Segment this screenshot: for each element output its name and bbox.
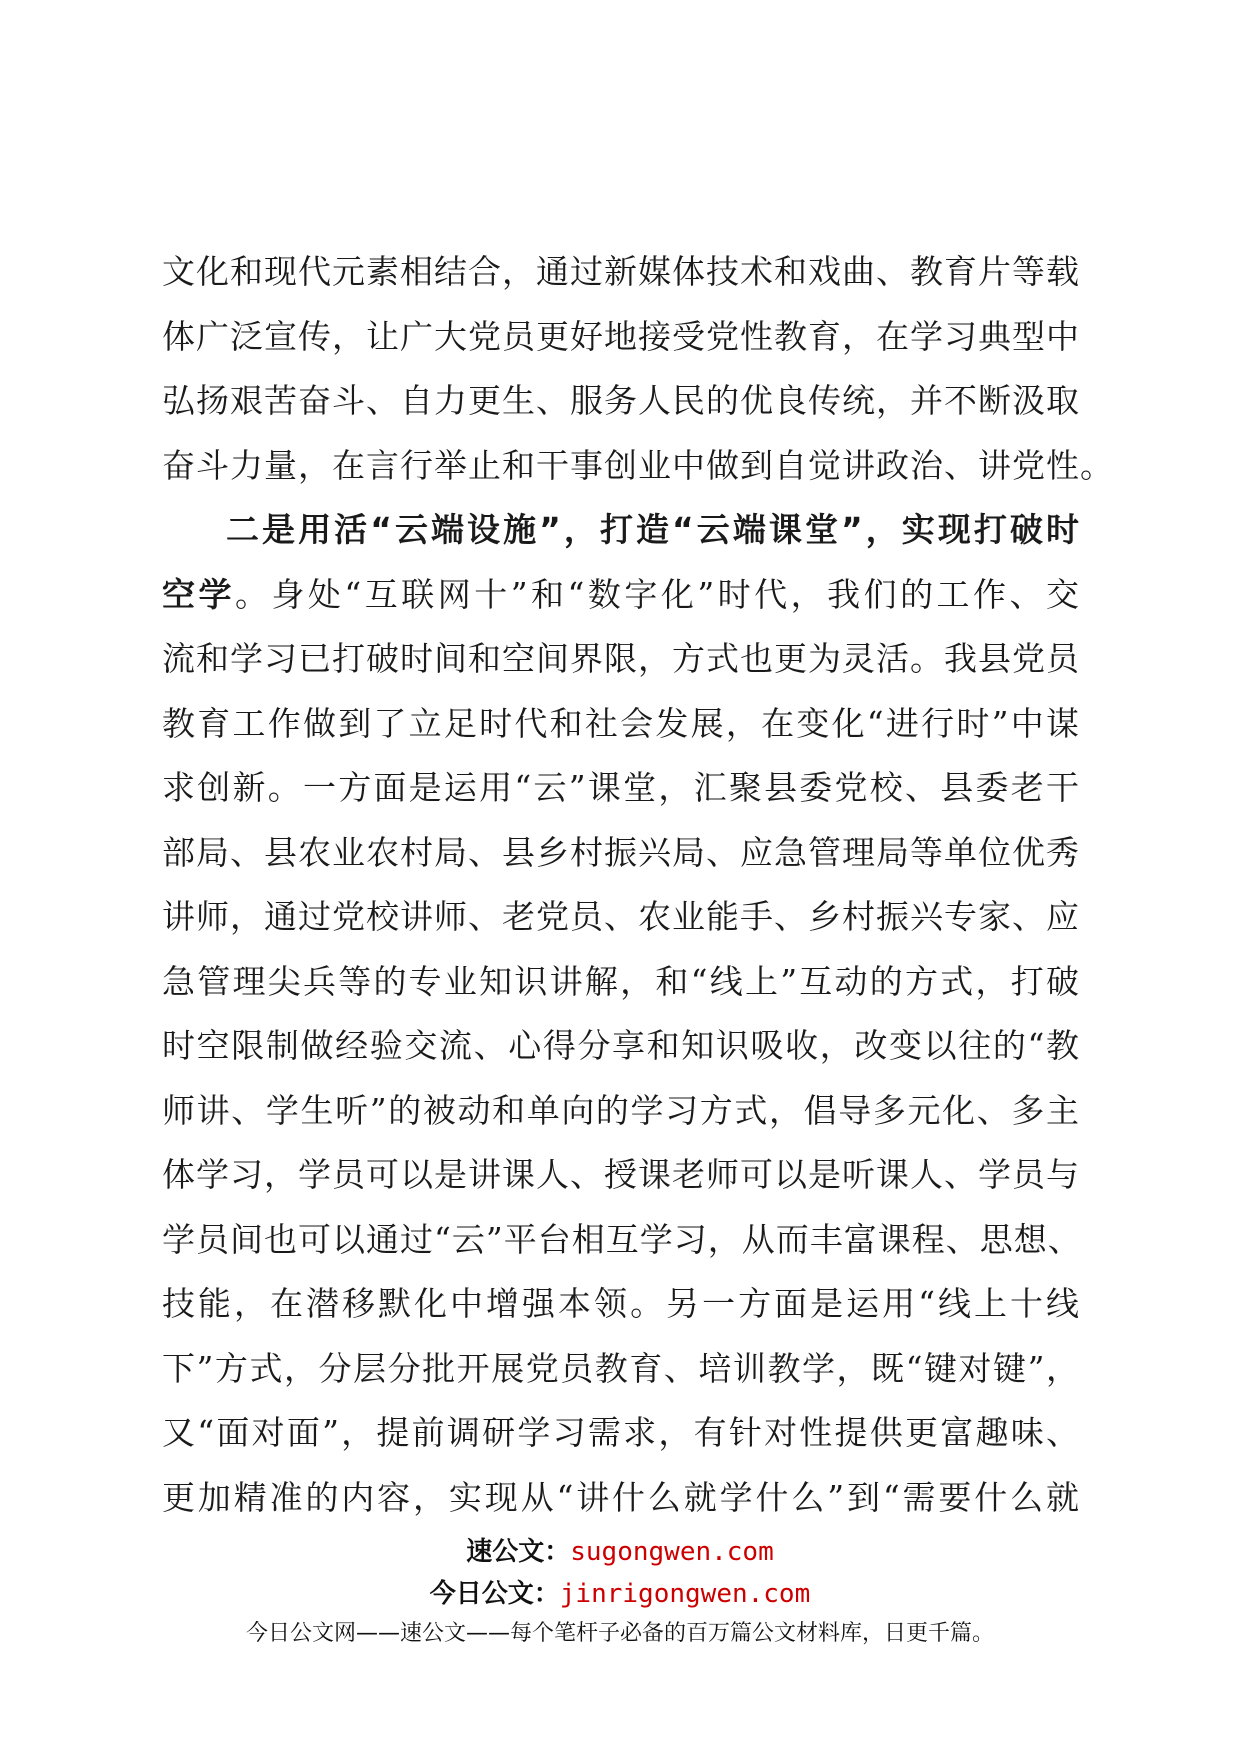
body-line: 学员间也可以通过“云”平台相互学习，从而丰富课程、思想、 xyxy=(162,1219,1082,1259)
footer-label: 速公文： xyxy=(466,1537,571,1567)
body-line: 求创新。一方面是运用“云”课堂，汇聚县委党校、县委老干 xyxy=(162,768,1080,807)
body-line: 弘扬艰苦奋斗、自力更生、服务人民的优良传统，并不断汲取 xyxy=(162,381,1080,420)
body-line: 部局、县农业农村局、县乡村振兴局、应急管理局等单位优秀 xyxy=(162,832,1080,872)
body-line: 流和学习已打破时间和空间界限，方式也更为灵活。我县党员 xyxy=(162,639,1080,678)
body-line: 讲师，通过党校讲师、老党员、农业能手、乡村振兴专家、应 xyxy=(162,897,1080,936)
body-line: 师讲、学生听”的被动和单向的学习方式，倡导多元化、多主 xyxy=(162,1090,1080,1130)
body-line: 技能，在潜移默化中增强本领。另一方面是运用“线上十线 xyxy=(162,1284,1080,1323)
footer-link-jinrigongwen[interactable]: jinrigongwen.com xyxy=(559,1579,811,1609)
footer-link-sugongwen[interactable]: sugongwen.com xyxy=(570,1537,774,1567)
body-line: 奋斗力量，在言行举止和干事创业中做到自觉讲政治、讲党性。 xyxy=(162,445,1114,485)
body-line: 体广泛宣传，让广大党员更好地接受党性教育，在学习典型中 xyxy=(162,316,1080,356)
section-heading-end: 空学 xyxy=(162,574,235,614)
body-line xyxy=(162,563,1080,628)
body-line: 又“面对面”，提前调研学习需求，有针对性提供更富趣味、 xyxy=(162,1413,1080,1452)
body-line: 体学习，学员可以是讲课人、授课老师可以是听课人、学员与 xyxy=(162,1155,1080,1194)
section-heading: 二是用活“云端设施”，打造“云端课堂”，实现打破时 xyxy=(226,510,1080,549)
body-line: 文化和现代元素相结合，通过新媒体技术和戏曲、教育片等载 xyxy=(162,252,1080,291)
body-line-rest: 。身处“互联网十”和“数字化”时代，我们的工作、交 xyxy=(234,574,1081,614)
body-line: 更加精准的内容，实现从“讲什么就学什么”到“需要什么就 xyxy=(162,1477,1080,1517)
footer-tagline: 今日公文网——速公文——每个笔杆子必备的百万篇公文材料库，日更千篇。 xyxy=(245,1621,994,1646)
body-line: 教育工作做到了立足时代和社会发展，在变化“进行时”中谋 xyxy=(162,703,1080,743)
body-line: 时空限制做经验交流、心得分享和知识吸收，改变以往的“教 xyxy=(162,1026,1080,1065)
footer-line-sugongwen xyxy=(0,1531,1240,1568)
footer-label: 今日公文： xyxy=(429,1579,560,1609)
body-line: 急管理尖兵等的专业知识讲解，和“线上”互动的方式，打破 xyxy=(162,961,1080,1001)
footer-line-jinrigongwen xyxy=(0,1573,1240,1610)
body-line: 下”方式，分层分批开展党员教育、培训教学，既“键对键”， xyxy=(162,1348,1080,1388)
document-body xyxy=(162,240,1114,1530)
